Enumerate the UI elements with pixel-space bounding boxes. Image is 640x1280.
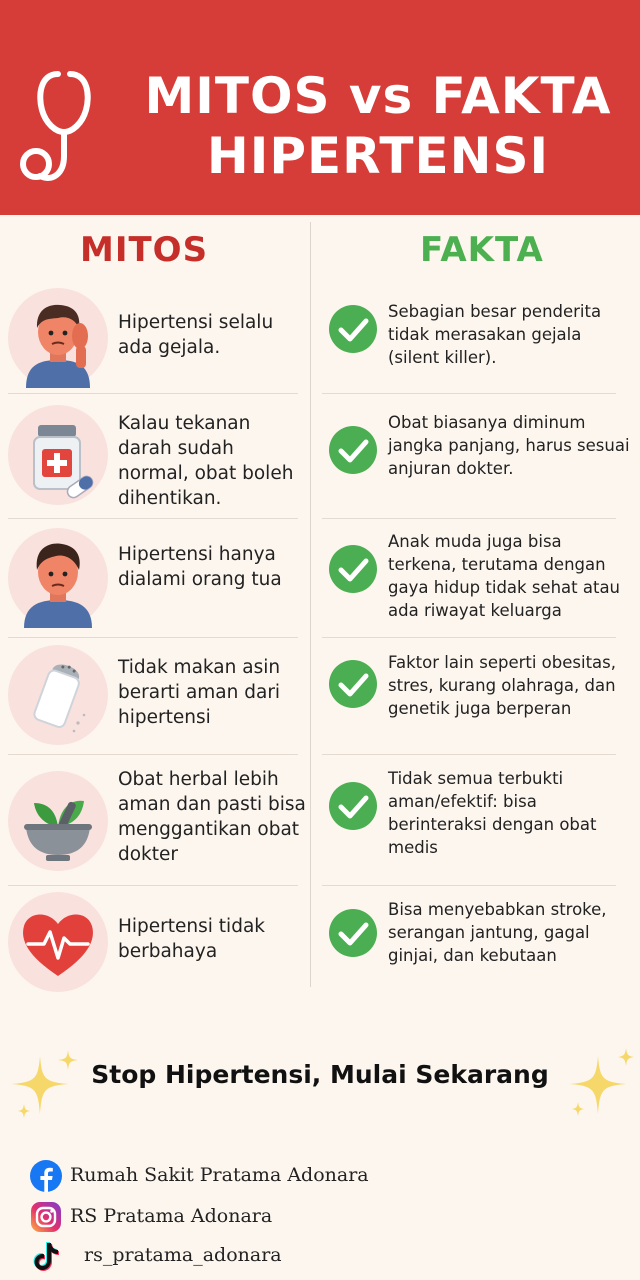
myth-text: Kalau tekanan darah sudah normal, obat boleh dihentikan.	[118, 413, 294, 509]
instagram-icon	[30, 1201, 62, 1233]
row-divider	[8, 637, 298, 638]
check-icon	[328, 908, 378, 958]
row-divider	[8, 518, 298, 519]
herbal-mortar-icon	[8, 771, 108, 871]
myth-text: Obat herbal lebih aman dan pasti bisa menggantikan obat dokter	[118, 769, 306, 865]
fact-text: Tidak semua terbukti aman/efektif: bisa berinteraksi dengan obat medis	[388, 769, 597, 857]
tiktok-icon	[30, 1240, 62, 1272]
myth-text: Hipertensi hanya dialami orang tua	[118, 544, 282, 590]
fact-text: Anak muda juga bisa terkena, terutama dengan gaya hidup tidak sehat atau ada riwayat keluarga	[388, 532, 621, 620]
row-divider	[322, 754, 616, 755]
fact-text: Faktor lain seperti obesitas, stres, kurang olahraga, dan genetik juga berperan	[388, 653, 616, 718]
check-icon	[328, 425, 378, 475]
myth-text: Hipertensi tidak berbahaya	[118, 916, 265, 962]
heart-pulse-icon	[8, 892, 108, 992]
row-divider	[8, 393, 298, 394]
title-line-1: MITOS vs FAKTA	[144, 67, 612, 125]
young-man-icon	[8, 528, 108, 628]
check-icon	[328, 544, 378, 594]
page-title	[118, 66, 638, 186]
man-headache-icon	[8, 288, 108, 388]
row-divider	[8, 754, 298, 755]
stethoscope-icon	[18, 66, 108, 186]
fact-text: Sebagian besar penderita tidak merasakan gejala (silent killer).	[388, 302, 602, 367]
sparkle-icon	[554, 1046, 638, 1120]
facebook-icon	[30, 1160, 62, 1192]
column-divider	[310, 222, 311, 987]
row-divider	[322, 885, 616, 886]
facebook-label: Rumah Sakit Pratama Adonara	[70, 1164, 369, 1186]
fact-text: Bisa menyebabkan stroke, serangan jantung, gagal ginjai, dan kebutaan	[388, 900, 607, 965]
fact-text: Obat biasanya diminum jangka panjang, harus sesuai anjuran dokter.	[388, 413, 630, 478]
check-icon	[328, 781, 378, 831]
myth-text: Tidak makan asin berarti aman dari hipertensi	[118, 657, 281, 728]
medicine-bottle-icon	[8, 405, 108, 505]
row-divider	[322, 518, 616, 519]
title-line-2: HIPERTENSI	[206, 127, 550, 185]
row-divider	[322, 393, 616, 394]
check-icon	[328, 304, 378, 354]
instagram-label: RS Pratama Adonara	[70, 1205, 273, 1227]
fact-column-heading: FAKTA	[420, 230, 544, 270]
myth-text: Hipertensi selalu ada gejala.	[118, 312, 274, 358]
check-icon	[328, 659, 378, 709]
myth-column-heading: MITOS	[80, 230, 209, 270]
salt-shaker-icon	[8, 645, 108, 745]
row-divider	[322, 637, 616, 638]
row-divider	[8, 885, 298, 886]
header-banner	[0, 0, 640, 215]
tiktok-label: rs_pratama_adonara	[84, 1244, 282, 1266]
slogan-text: Stop Hipertensi, Mulai Sekarang	[91, 1060, 549, 1089]
